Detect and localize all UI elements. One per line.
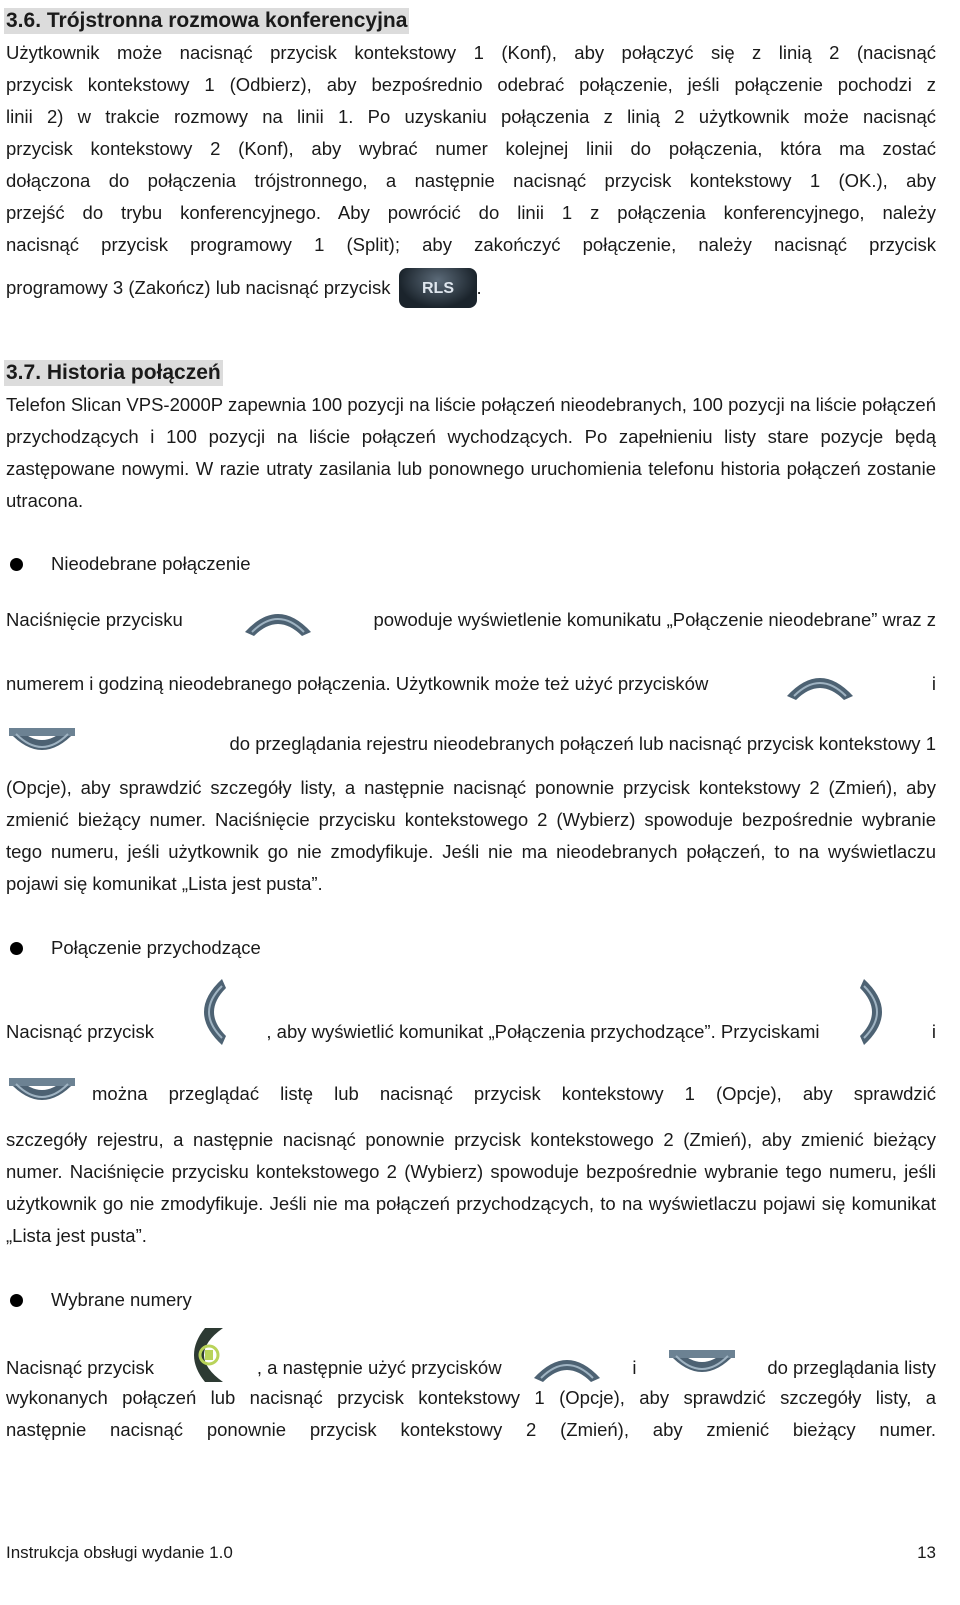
rls-key-label: RLS bbox=[421, 280, 454, 297]
incoming-line-1 bbox=[6, 972, 936, 1048]
section-heading-3-6: 3.6. Trójstronna rozmowa konferencyjna bbox=[6, 9, 408, 32]
text-fragment: , a następnie użyć przycisków bbox=[256, 1357, 502, 1378]
section-heading-3-7: 3.7. Historia połączeń bbox=[6, 361, 221, 384]
nav-left-key-icon bbox=[192, 976, 228, 1048]
rls-key-icon bbox=[399, 268, 477, 308]
nav-down-key-icon bbox=[666, 1348, 738, 1384]
text-line: przycisk kontekstowy 2 (Konf), aby wybrać numer kolejnej linii do połączenia, która ma zostać bbox=[6, 138, 936, 159]
bullet-label: Nieodebrane połączenie bbox=[51, 553, 251, 574]
text-line: Użytkownik może nacisnąć przycisk kontekstowy 1 (Konf), aby połączyć się z linią 2 (nacisnąć bbox=[6, 42, 936, 63]
text-fragment: i bbox=[931, 1021, 936, 1042]
dialed-paragraph-rest bbox=[6, 1382, 936, 1446]
missed-line-2 bbox=[6, 656, 936, 712]
text-line: linii 2) w trakcie rozmowy na linii 1. Po uzyskaniu połączenia z linią 2 użytkownik może nacisnąć bbox=[6, 106, 936, 127]
bullet-dot bbox=[10, 1294, 23, 1307]
text-fragment: do przeglądania rejestru nieodebranych połączeń lub nacisnąć przycisk kontekstowy 1 bbox=[229, 733, 936, 754]
nav-up-key-icon bbox=[784, 666, 856, 702]
text-fragment: i bbox=[632, 1357, 637, 1378]
text-fragment: numerem i godziną nieodebranego połączenia. Użytkownik może też użyć przycisków bbox=[6, 673, 709, 694]
bullet-missed bbox=[6, 548, 251, 580]
page-footer bbox=[6, 1543, 936, 1563]
text-fragment: do przeglądania listy bbox=[767, 1357, 936, 1378]
text-line: następnie nacisnąć ponownie przycisk kontekstowy 2 (Zmień), aby zmienić bieżący numer. bbox=[6, 1419, 936, 1440]
text-fragment: powoduje wyświetlenie komunikatu „Połączenie nieodebrane” wraz z bbox=[373, 609, 936, 630]
period: . bbox=[476, 277, 482, 298]
missed-line-3 bbox=[6, 716, 936, 772]
bullet-dot bbox=[10, 942, 23, 955]
missed-paragraph-rest: (Opcje), aby sprawdzić szczegóły listy, a następnie nacisnąć ponownie przycisk kontekstowy 2 (Zmień), aby zmienić bieżący numer. Naciśnięcie przycisku kontekstowego 2 (Wybierz) spowoduje bezpośrednie wybranie tego numeru, jeśli użytkownik go nie zmodyfikuje. Jeśli nie ma nieodebranych połączeń, to na wyświetlaczu pojawi się komunikat „Lista jest pusta”. bbox=[6, 777, 936, 894]
footer-title: Instrukcja obsługi wydanie 1.0 bbox=[6, 1543, 233, 1562]
incoming-line-2 bbox=[6, 1068, 936, 1120]
text-fragment: Nacisnąć przycisk bbox=[6, 1021, 155, 1042]
text-fragment: i bbox=[931, 673, 936, 694]
text-fragment: , aby wyświetlić komunikat „Połączenia przychodzące”. Przyciskami bbox=[266, 1021, 820, 1042]
text-fragment: można przeglądać listę lub nacisnąć przycisk kontekstowy 1 (Opcje), aby sprawdzić bbox=[92, 1083, 936, 1104]
bullet-dot bbox=[10, 558, 23, 571]
text-fragment: Naciśnięcie przycisku bbox=[6, 609, 183, 630]
text-line: wykonanych połączeń lub nacisnąć przycisk kontekstowy 1 (Opcje), aby sprawdzić szczegóły listy, a bbox=[6, 1387, 936, 1408]
paragraph-conference bbox=[6, 37, 936, 261]
dialed-line-1 bbox=[6, 1318, 936, 1384]
bullet-dialed bbox=[6, 1284, 192, 1316]
page-number: 13 bbox=[917, 1543, 936, 1562]
conference-last-line bbox=[6, 268, 936, 308]
missed-line-1 bbox=[6, 592, 936, 648]
text-line: przycisk kontekstowy 1 (Odbierz), aby bezpośrednio odebrać połączenie, jeśli połączenie pochodzi z bbox=[6, 74, 936, 95]
paragraph-history-intro: Telefon Slican VPS-2000P zapewnia 100 pozycji na liście połączeń nieodebranych, 100 pozycji na liście połączeń przychodzących i 100 pozycji na liście połączeń wychodzących. Po zapełnieniu listy stare pozycje będą zastępowane nowymi. W razie utraty zasilania lub ponownego uruchomienia telefonu historia połączeń zostanie utracona. bbox=[6, 394, 936, 511]
text-line: programowy 3 (Zakończ) lub nacisnąć przycisk bbox=[6, 277, 391, 298]
call-key-icon bbox=[183, 1326, 227, 1384]
text-line: dołączona do połączenia trójstronnego, a następnie nacisnąć przycisk kontekstowy 1 (OK.), aby bbox=[6, 170, 936, 191]
bullet-label: Wybrane numery bbox=[51, 1289, 192, 1310]
nav-down-key-icon bbox=[6, 1076, 78, 1112]
text-line: przejść do trybu konferencyjnego. Aby powrócić do linii 1 z połączenia konferencyjnego, należy bbox=[6, 202, 936, 223]
bullet-label: Połączenie przychodzące bbox=[51, 937, 261, 958]
nav-up-key-icon bbox=[531, 1348, 603, 1384]
nav-down-key-icon bbox=[6, 726, 78, 762]
bullet-incoming bbox=[6, 932, 261, 964]
text-line: nacisnąć przycisk programowy 1 (Split); aby zakończyć połączenie, należy nacisnąć przycisk bbox=[6, 234, 936, 255]
nav-right-key-icon bbox=[858, 976, 894, 1048]
text-fragment: Nacisnąć przycisk bbox=[6, 1357, 155, 1378]
incoming-paragraph-rest: szczegóły rejestru, a następnie nacisnąć ponownie przycisk kontekstowego 2 (Zmień), aby zmienić bieżący numer. Naciśnięcie przycisku kontekstowego 2 (Wybierz) spowoduje bezpośrednie wybranie tego numeru, jeśli użytkownik go nie zmodyfikuje. Jeśli nie ma połączeń przychodzących, to na wyświetlaczu pojawi się komunikat „Lista jest pusta”. bbox=[6, 1129, 936, 1246]
nav-up-key-icon bbox=[242, 602, 314, 638]
